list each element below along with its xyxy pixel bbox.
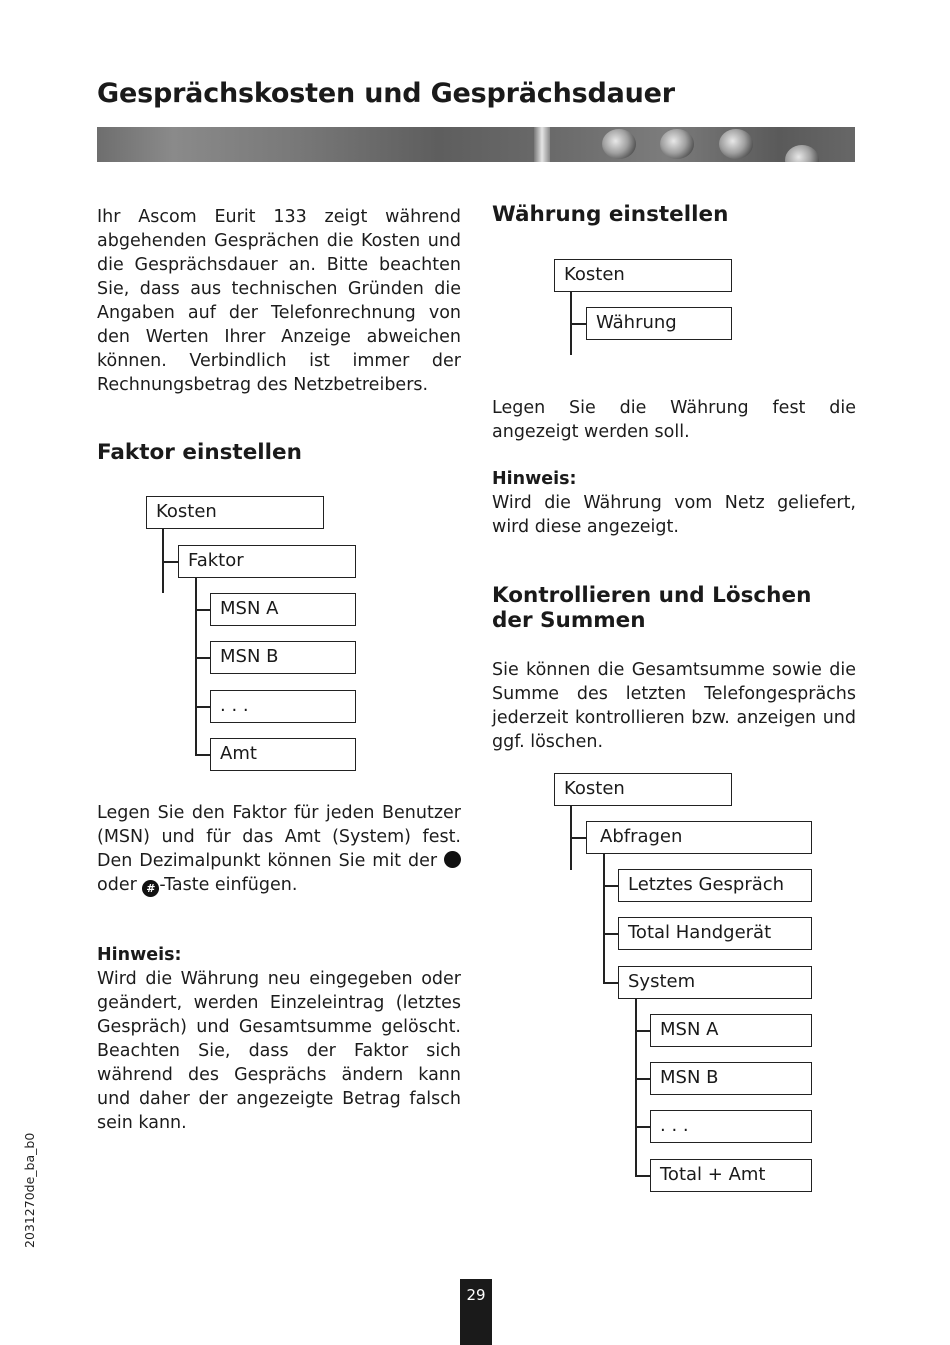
menu-node-msn-b: MSN B [650,1062,812,1095]
summen-heading: Kontrollieren und Löschen der Summen [492,583,812,633]
menu-node-total-handgeraet: Total Handgerät [618,917,812,950]
menu-node-abfragen: Abfragen [586,821,812,854]
menu-node-ellipsis: . . . [650,1110,812,1143]
banner-key-shape [785,145,819,162]
menu-node-kosten: Kosten [146,496,324,529]
banner-key-shape [660,129,694,159]
dot-key-icon [444,851,461,868]
faktor-text-end: -Taste einfügen. [159,875,298,895]
faktor-paragraph [97,801,461,897]
faktor-note-title: Hinweis: [97,945,182,965]
menu-node-kosten: Kosten [554,773,732,806]
hash-key-icon: # [142,880,159,897]
faktor-text: Legen Sie den Faktor für jeden Benutzer (MSN) und für das Amt (System) fest. Den Dezimalpunkt können Sie mit der [97,803,461,871]
page-title: Gesprächskosten und Gesprächsdauer [97,78,675,109]
intro-paragraph: Ihr Ascom Eurit 133 zeigt während abgehenden Gesprächen die Kosten und die Gesprächsdauer an. Bitte beachten Sie, dass aus technischen Gründen die Angaben auf der Telefonrechnung von den Werten Ihrer Anzeige abweichen können. Verbindlich ist immer der Rechnungsbetrag des Netzbetreibers. [97,207,461,395]
waehrung-paragraph: Legen Sie die Währung fest die angezeigt werden soll. [492,398,856,442]
waehrung-heading: Währung einstellen [492,202,729,227]
menu-node-faktor: Faktor [178,545,356,578]
page-number: 29 [460,1279,492,1345]
menu-node-amt: Amt [210,738,356,771]
menu-node-total-amt: Total + Amt [650,1159,812,1192]
menu-node-ellipsis: . . . [210,690,356,723]
menu-node-msn-b: MSN B [210,641,356,674]
menu-node-kosten: Kosten [554,259,732,292]
menu-node-waehrung: Währung [586,307,732,340]
waehrung-note-text: Wird die Währung vom Netz geliefert, wird diese angezeigt. [492,493,856,537]
banner-key-shape [719,129,753,159]
menu-node-letztes-gespraech: Letztes Gespräch [618,869,812,902]
document-code: 2031270de_ba_b0 [22,1132,37,1248]
faktor-text-or: oder [97,875,137,895]
banner-rod-shape [534,127,550,162]
faktor-heading: Faktor einstellen [97,440,302,465]
header-photo-banner [97,127,855,162]
summen-paragraph: Sie können die Gesamtsumme sowie die Summe des letzten Telefongesprächs jederzeit kontrollieren bzw. anzeigen und ggf. löschen. [492,660,856,752]
menu-node-msn-a: MSN A [650,1014,812,1047]
menu-node-msn-a: MSN A [210,593,356,626]
faktor-note-text: Wird die Währung neu eingegeben oder geändert, werden Einzeleintrag (letztes Gespräch) und Gesamtsumme gelöscht. Beachten Sie, dass der Faktor sich während des Gesprächs ändern kann und daher der angezeigte Betrag falsch sein kann. [97,969,461,1133]
banner-key-shape [602,129,636,159]
waehrung-note-title: Hinweis: [492,469,577,489]
menu-node-system: System [618,966,812,999]
